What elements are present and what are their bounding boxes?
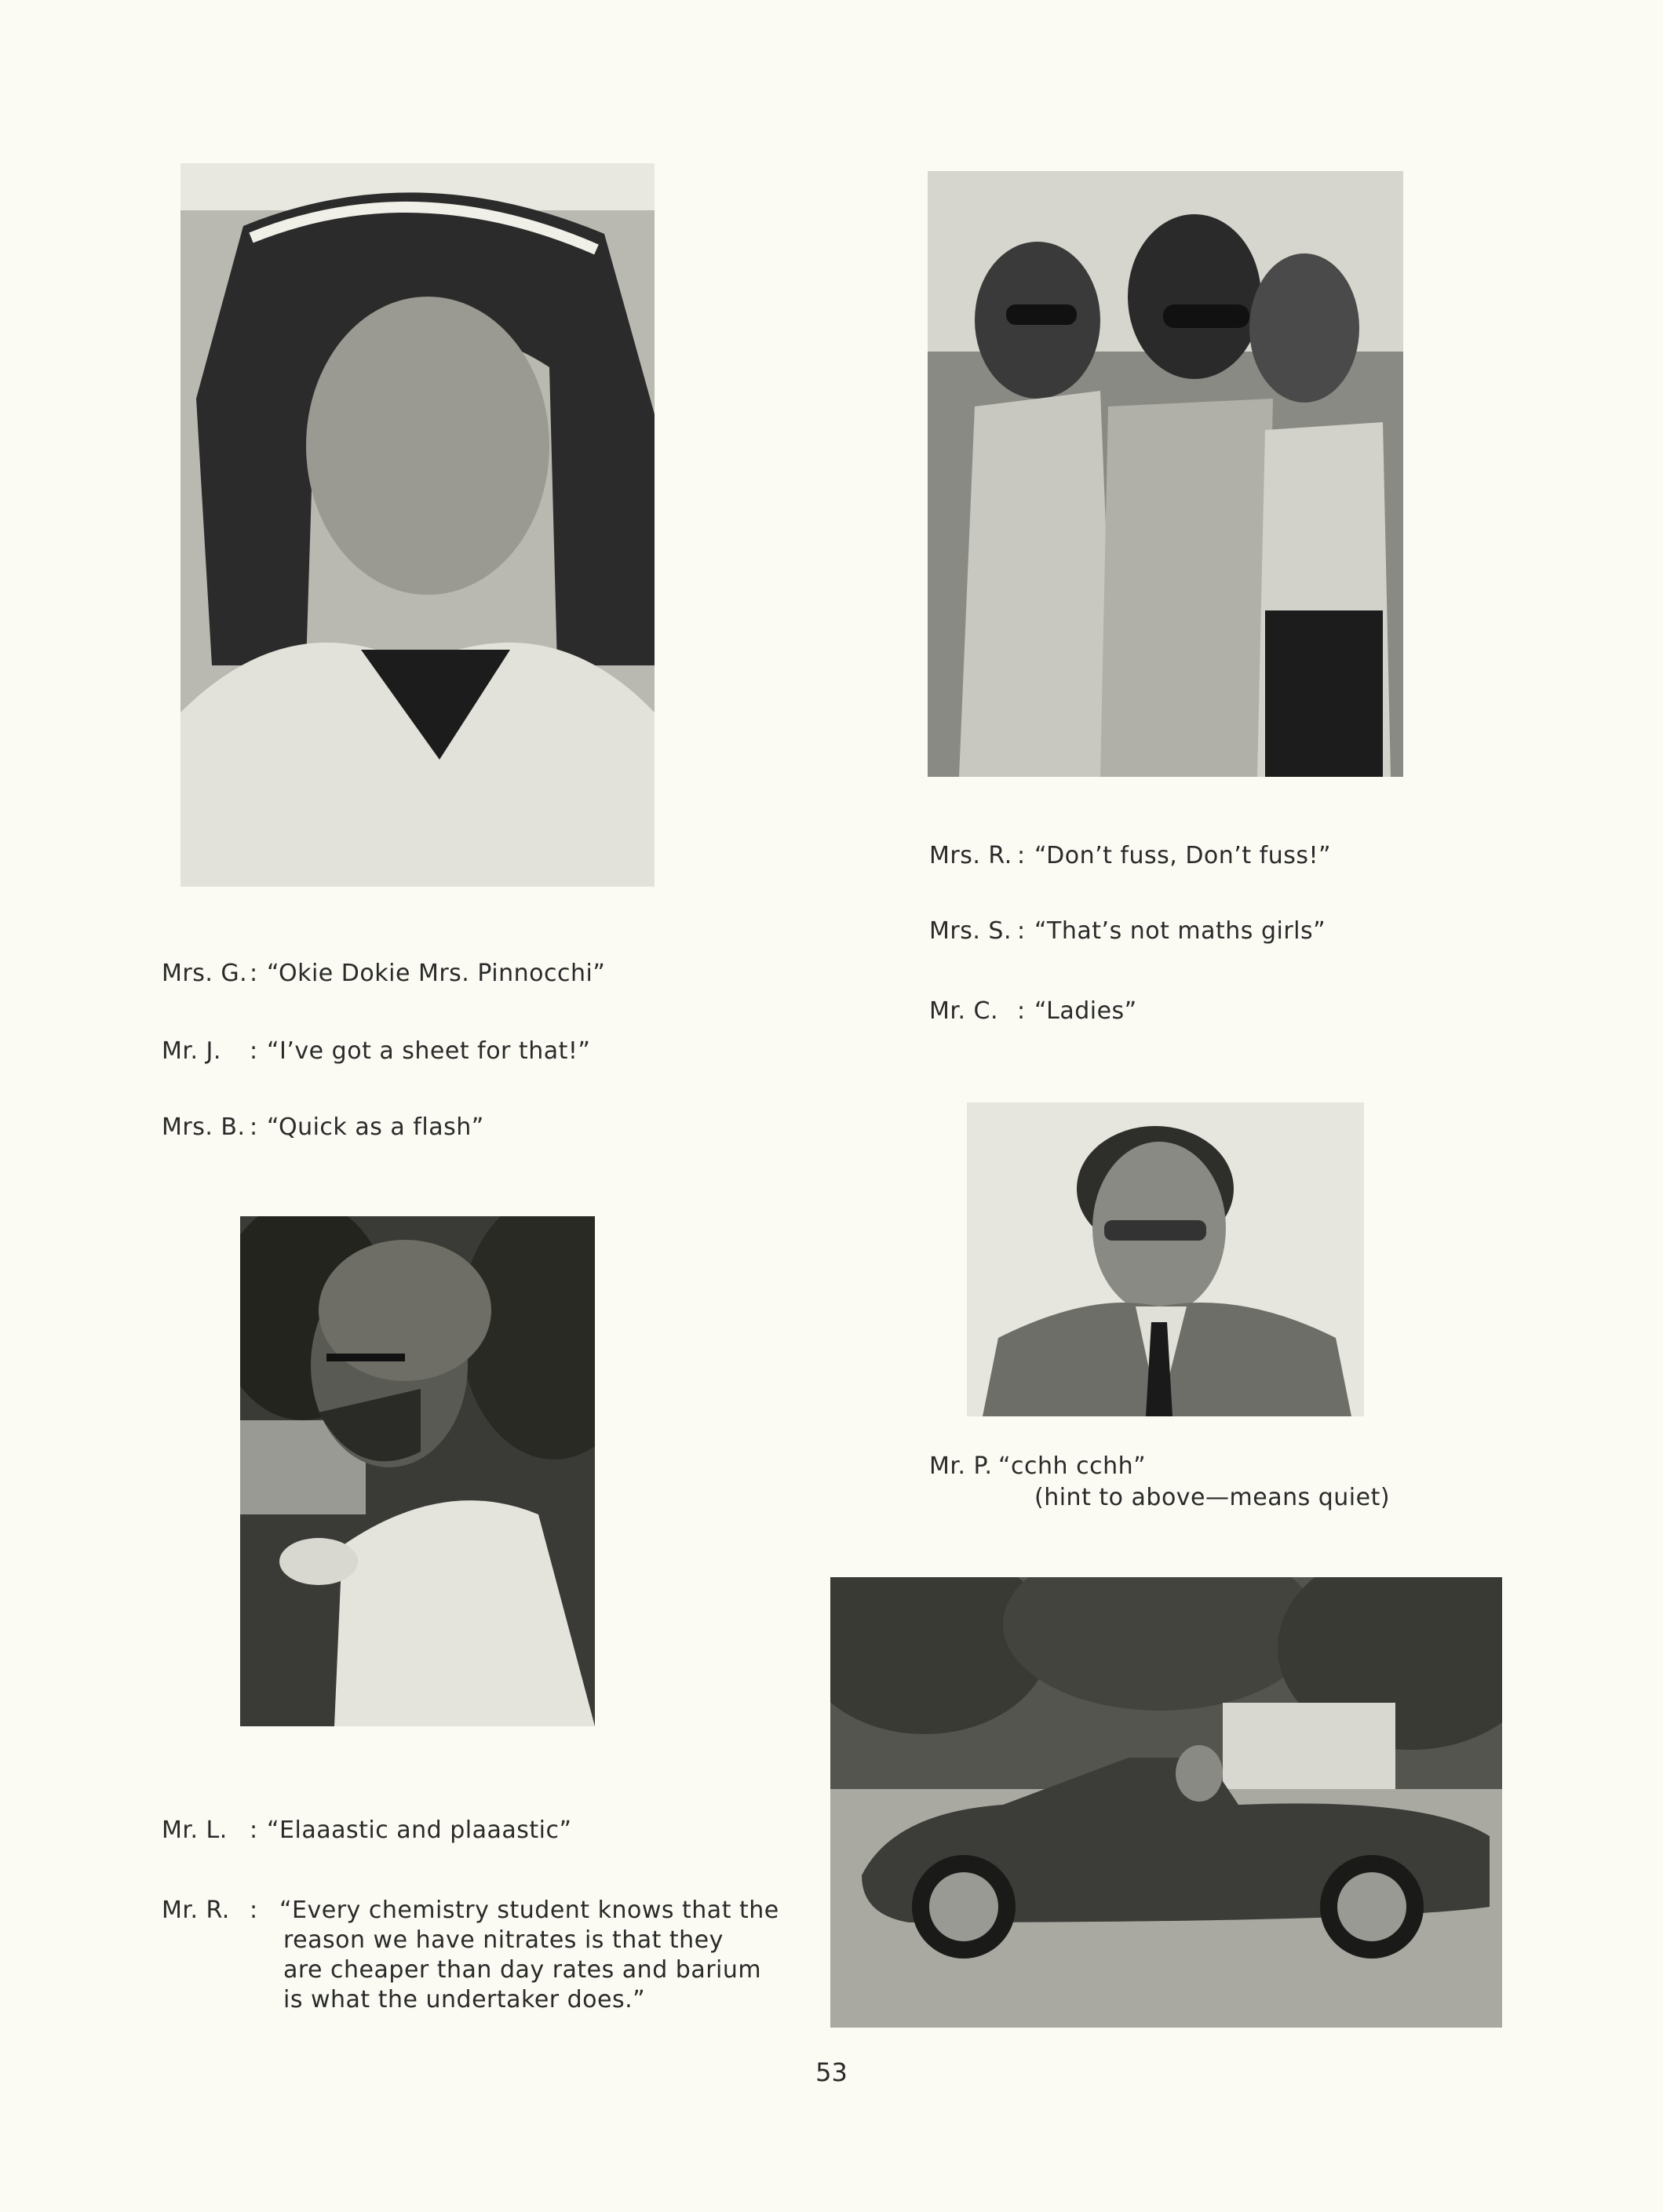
- quote-separator: :: [1017, 917, 1026, 945]
- quote-text: “Don’t fuss, Don’t fuss!”: [1034, 842, 1332, 869]
- quote-mr-r: [162, 1896, 790, 2021]
- speaker-name: Mr. R.: [162, 1897, 230, 1924]
- quote-line: “Every chemistry student knows that the: [279, 1897, 779, 1924]
- quote-text: “Ladies”: [1034, 997, 1137, 1025]
- quote-separator: :: [1017, 997, 1026, 1025]
- photo-three-women-image: [928, 171, 1403, 777]
- hint-text: (hint to above—means quiet): [1034, 1484, 1391, 1511]
- speaker-name: Mrs. R.: [929, 842, 1012, 869]
- quote-text: “Okie Dokie Mrs. Pinnocchi”: [267, 960, 606, 987]
- photo-sports-car: [830, 1577, 1502, 2028]
- quote-text: “I’ve got a sheet for that!”: [267, 1037, 591, 1065]
- photo-bearded-man-image: [240, 1216, 595, 1726]
- quote-separator: :: [250, 1817, 258, 1844]
- quote-mrs-g: [162, 959, 605, 989]
- quote-text: “That’s not maths girls”: [1034, 917, 1326, 945]
- quote-text: “Quick as a flash”: [267, 1113, 484, 1141]
- quote-mr-p-hint: [1034, 1483, 1390, 1513]
- photo-bearded-man: [240, 1216, 595, 1726]
- quote-mr-j: [162, 1037, 590, 1066]
- quote-mr-l: [162, 1816, 572, 1846]
- speaker-name: Mr. C.: [929, 997, 999, 1025]
- photo-man-in-suit: [967, 1102, 1364, 1416]
- quote-mr-c: [929, 997, 1137, 1026]
- speaker-name: Mr. J.: [162, 1037, 221, 1065]
- quote-line: are cheaper than day rates and barium: [283, 1956, 762, 1984]
- photo-woman-headscarf: [181, 163, 655, 887]
- quote-text: “Elaaastic and plaaastic”: [267, 1817, 572, 1844]
- quote-separator: :: [1017, 842, 1026, 869]
- speaker-name: Mr. L.: [162, 1817, 228, 1844]
- quote-separator: :: [250, 1037, 258, 1065]
- photo-man-in-suit-image: [967, 1102, 1364, 1416]
- quote-mrs-s: [929, 917, 1326, 946]
- quote-mrs-r: [929, 841, 1331, 871]
- quote-text: “cchh cchh”: [998, 1452, 1147, 1480]
- photo-sports-car-image: [830, 1577, 1502, 2028]
- quote-separator: :: [250, 1113, 258, 1141]
- quote-mr-p: [929, 1452, 1146, 1481]
- quote-line: is what the undertaker does.”: [283, 1986, 646, 2013]
- quote-separator: :: [250, 960, 258, 987]
- speaker-name: Mrs. S.: [929, 917, 1012, 945]
- speaker-name: Mr. P.: [929, 1452, 993, 1480]
- quote-mrs-b: [162, 1113, 484, 1142]
- photo-woman-headscarf-image: [181, 163, 655, 887]
- page-number: 53: [815, 2057, 848, 2087]
- quote-separator: :: [250, 1897, 258, 1924]
- speaker-name: Mrs. G.: [162, 960, 248, 987]
- quote-line: reason we have nitrates is that they: [283, 1926, 724, 1954]
- photo-three-women: [928, 171, 1403, 777]
- speaker-name: Mrs. B.: [162, 1113, 246, 1141]
